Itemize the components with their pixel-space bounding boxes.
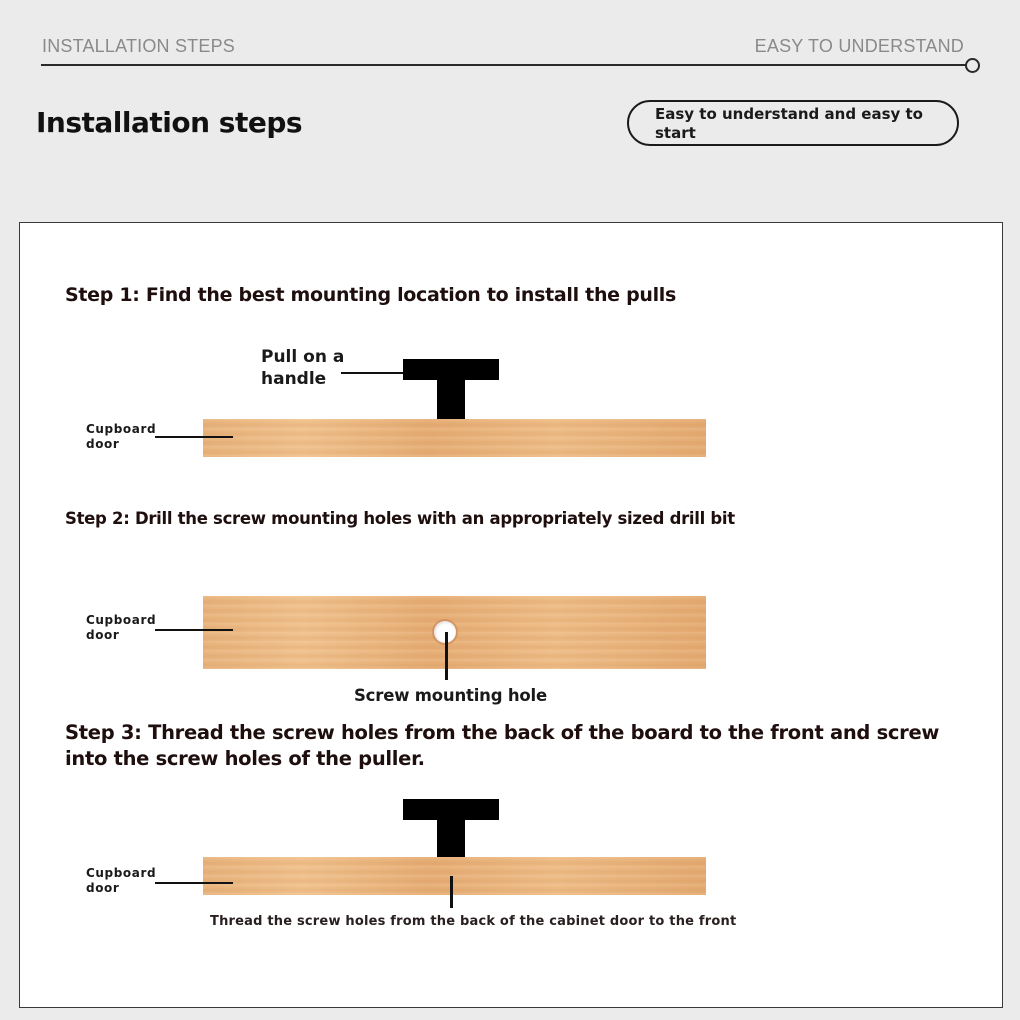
handle-top-bar-3: [403, 799, 499, 820]
cupboard-door-board-3: [203, 857, 706, 895]
step-3-title: Step 3: Thread the screw holes from the back of the board to the front and screw into the screw holes of the puller.: [65, 721, 940, 770]
easy-badge: Easy to understand and easy to start: [627, 100, 959, 146]
handle-post-3: [437, 819, 465, 857]
header-right-label: EASY TO UNDERSTAND: [754, 36, 964, 56]
step-2-title: Step 2: Drill the screw mounting holes with an appropriately sized drill bit: [65, 509, 735, 528]
page-title: Installation steps: [36, 106, 303, 139]
cupboard-door-leader-line-1: [155, 436, 233, 438]
header-divider: [41, 64, 967, 66]
step-1-title: Step 1: Find the best mounting location to install the pulls: [65, 284, 677, 306]
pull-handle-label: Pull on a handle: [261, 347, 345, 389]
cupboard-door-board-1: [203, 419, 706, 457]
screw-hole-label: Screw mounting hole: [354, 686, 547, 705]
handle-top-bar-1: [403, 359, 499, 380]
cupboard-door-leader-line-2: [155, 629, 233, 631]
screw-hole-leader-line: [445, 632, 448, 680]
screw-leader-line: [450, 876, 453, 908]
cupboard-door-leader-line-3: [155, 882, 233, 884]
cupboard-door-label-2: Cupboard door: [86, 613, 157, 642]
cupboard-door-label-1: Cupboard door: [86, 422, 157, 451]
header-left-label: INSTALLATION STEPS: [42, 36, 235, 56]
cupboard-door-label-3: Cupboard door: [86, 866, 157, 895]
handle-post-1: [437, 379, 465, 419]
header-divider-end-dot: [965, 58, 980, 73]
pull-handle-leader-line: [341, 372, 403, 374]
thread-screw-caption: Thread the screw holes from the back of the cabinet door to the front: [210, 914, 737, 929]
